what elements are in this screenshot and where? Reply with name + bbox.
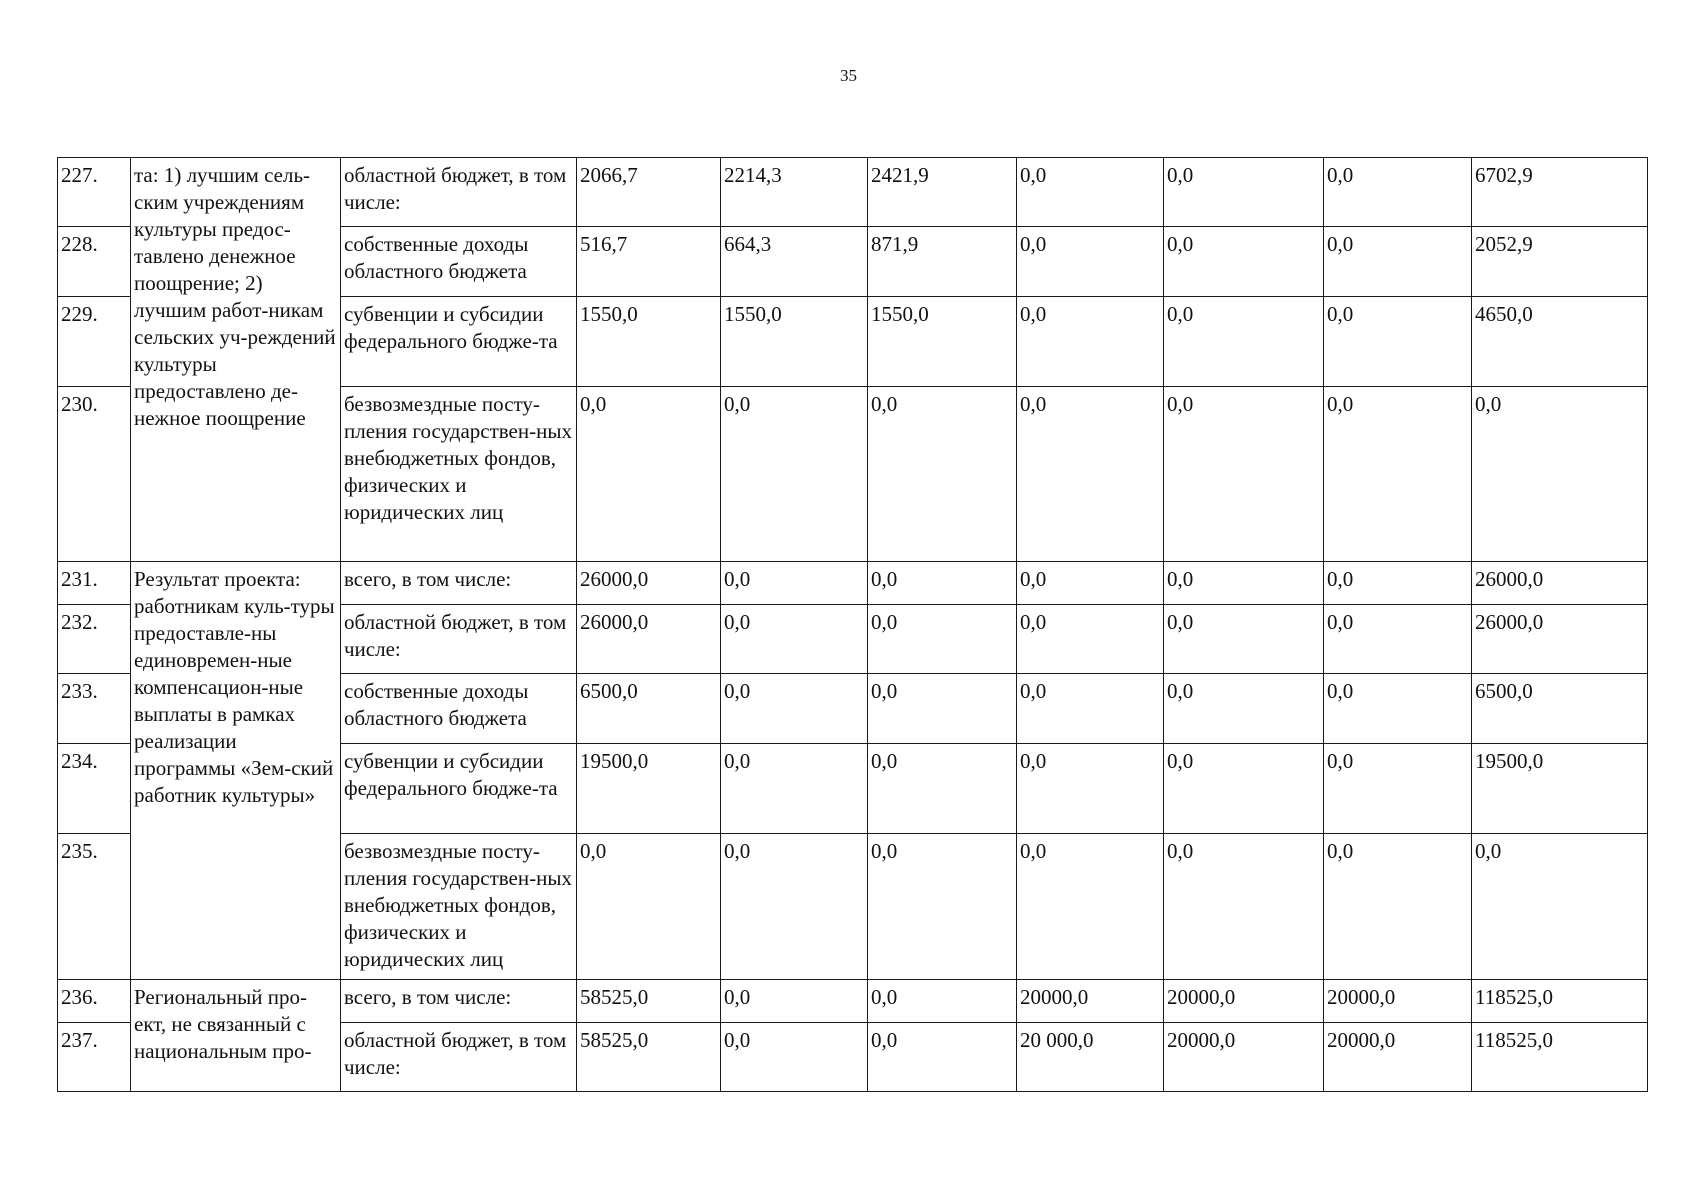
value-cell: 20000,0: [1164, 1023, 1324, 1092]
funding-source: областной бюджет, в том числе:: [341, 605, 577, 674]
value-cell: 0,0: [1017, 744, 1164, 834]
value-cell: 0,0: [1017, 387, 1164, 562]
total-cell: 2052,9: [1472, 227, 1648, 297]
value-cell: 0,0: [1164, 158, 1324, 227]
value-cell: 0,0: [1164, 297, 1324, 387]
value-cell: 0,0: [721, 744, 868, 834]
funding-source: всего, в том числе:: [341, 980, 577, 1023]
value-cell: 0,0: [868, 605, 1017, 674]
value-cell: 0,0: [868, 562, 1017, 605]
funding-source: собственные доходы областного бюджета: [341, 674, 577, 744]
total-cell: 19500,0: [1472, 744, 1648, 834]
value-cell: 0,0: [868, 980, 1017, 1023]
value-cell: 0,0: [1164, 387, 1324, 562]
value-cell: 0,0: [868, 744, 1017, 834]
value-cell: 0,0: [1164, 674, 1324, 744]
value-cell: 0,0: [721, 1023, 868, 1092]
value-cell: 2421,9: [868, 158, 1017, 227]
value-cell: 1550,0: [868, 297, 1017, 387]
value-cell: 0,0: [577, 387, 721, 562]
value-cell: 0,0: [721, 605, 868, 674]
value-cell: 0,0: [1324, 674, 1472, 744]
value-cell: 20000,0: [1324, 980, 1472, 1023]
value-cell: 0,0: [868, 387, 1017, 562]
value-cell: 0,0: [1164, 744, 1324, 834]
value-cell: 0,0: [1324, 227, 1472, 297]
value-cell: 0,0: [868, 674, 1017, 744]
result-description: Результат проекта: работникам куль-туры предоставле-ны единовремен-ные компенсацион-ные выплаты в рамках реализации программы «Зем-ский работник культуры»: [131, 562, 341, 980]
row-number: 232.: [58, 605, 131, 674]
value-cell: 664,3: [721, 227, 868, 297]
total-cell: 6702,9: [1472, 158, 1648, 227]
row-number: 233.: [58, 674, 131, 744]
table-row: [58, 562, 1648, 605]
total-cell: 118525,0: [1472, 1023, 1648, 1092]
total-cell: 118525,0: [1472, 980, 1648, 1023]
value-cell: 0,0: [1324, 158, 1472, 227]
value-cell: 0,0: [577, 834, 721, 980]
total-cell: 0,0: [1472, 834, 1648, 980]
funding-source: собственные доходы областного бюджета: [341, 227, 577, 297]
value-cell: 20000,0: [1164, 980, 1324, 1023]
value-cell: 0,0: [1324, 562, 1472, 605]
table-row: [58, 980, 1648, 1023]
value-cell: 0,0: [1324, 744, 1472, 834]
value-cell: 0,0: [868, 834, 1017, 980]
value-cell: 0,0: [1017, 227, 1164, 297]
value-cell: 0,0: [1017, 297, 1164, 387]
value-cell: 0,0: [1017, 834, 1164, 980]
row-number: 229.: [58, 297, 131, 387]
row-number: 237.: [58, 1023, 131, 1092]
value-cell: 0,0: [721, 387, 868, 562]
total-cell: 4650,0: [1472, 297, 1648, 387]
value-cell: 0,0: [721, 562, 868, 605]
value-cell: 20 000,0: [1017, 1023, 1164, 1092]
page-number: 35: [840, 66, 857, 85]
value-cell: 19500,0: [577, 744, 721, 834]
result-description: Региональный про-ект, не связанный с национальным про-: [131, 980, 341, 1092]
value-cell: 6500,0: [577, 674, 721, 744]
row-number: 231.: [58, 562, 131, 605]
value-cell: 58525,0: [577, 980, 721, 1023]
row-number: 228.: [58, 227, 131, 297]
total-cell: 6500,0: [1472, 674, 1648, 744]
funding-source: субвенции и субсидии федерального бюдже-та: [341, 297, 577, 387]
value-cell: 26000,0: [577, 562, 721, 605]
value-cell: 1550,0: [721, 297, 868, 387]
value-cell: 0,0: [1324, 834, 1472, 980]
value-cell: 0,0: [1164, 834, 1324, 980]
value-cell: 0,0: [1164, 227, 1324, 297]
value-cell: 0,0: [1324, 605, 1472, 674]
value-cell: 20000,0: [1017, 980, 1164, 1023]
value-cell: 2214,3: [721, 158, 868, 227]
total-cell: 0,0: [1472, 387, 1648, 562]
value-cell: 871,9: [868, 227, 1017, 297]
value-cell: 0,0: [1324, 387, 1472, 562]
value-cell: 0,0: [1324, 297, 1472, 387]
value-cell: 2066,7: [577, 158, 721, 227]
value-cell: 0,0: [1017, 562, 1164, 605]
value-cell: 0,0: [1017, 158, 1164, 227]
funding-source: субвенции и субсидии федерального бюдже-та: [341, 744, 577, 834]
funding-source: всего, в том числе:: [341, 562, 577, 605]
row-number: 235.: [58, 834, 131, 980]
value-cell: 0,0: [868, 1023, 1017, 1092]
total-cell: 26000,0: [1472, 605, 1648, 674]
value-cell: 26000,0: [577, 605, 721, 674]
value-cell: 0,0: [1164, 605, 1324, 674]
value-cell: 0,0: [1017, 674, 1164, 744]
value-cell: 0,0: [721, 834, 868, 980]
result-description: та: 1) лучшим сель-ским учреждениям культуры предос-тавлено денежное поощрение; 2) лучшим работ-никам сельских уч-реждений культуры предоставлено де-нежное поощрение: [131, 158, 341, 562]
budget-table: [57, 157, 1648, 1092]
value-cell: 20000,0: [1324, 1023, 1472, 1092]
value-cell: 58525,0: [577, 1023, 721, 1092]
funding-source: областной бюджет, в том числе:: [341, 1023, 577, 1092]
total-cell: 26000,0: [1472, 562, 1648, 605]
value-cell: 516,7: [577, 227, 721, 297]
funding-source: безвозмездные посту-пления государствен-ных внебюджетных фондов, физических и юридических лиц: [341, 387, 577, 562]
row-number: 227.: [58, 158, 131, 227]
value-cell: 0,0: [721, 674, 868, 744]
funding-source: областной бюджет, в том числе:: [341, 158, 577, 227]
row-number: 230.: [58, 387, 131, 562]
value-cell: 1550,0: [577, 297, 721, 387]
value-cell: 0,0: [721, 980, 868, 1023]
table-row: [58, 158, 1648, 227]
value-cell: 0,0: [1017, 605, 1164, 674]
row-number: 234.: [58, 744, 131, 834]
row-number: 236.: [58, 980, 131, 1023]
value-cell: 0,0: [1164, 562, 1324, 605]
funding-source: безвозмездные посту-пления государствен-ных внебюджетных фондов, физических и юридических лиц: [341, 834, 577, 980]
